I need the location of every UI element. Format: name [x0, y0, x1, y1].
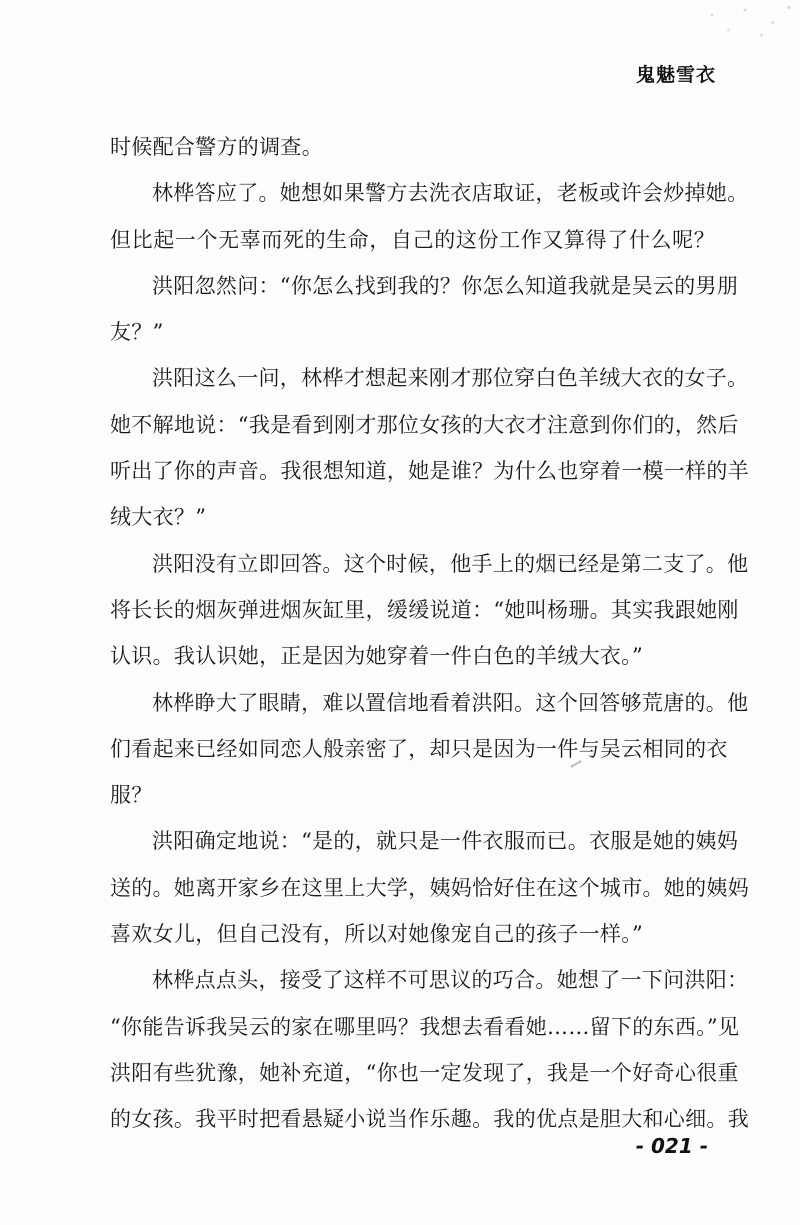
- text-line: 友？”: [110, 320, 164, 345]
- text-line: “你能告诉我吴云的家在哪里吗？我想去看看她……留下的东西。”见: [110, 1014, 740, 1039]
- text-line: 林桦点点头，接受了这样不可思议的巧合。她想了一下问洪阳：: [152, 968, 749, 993]
- text-line: 时候配合警方的调查。: [110, 135, 323, 159]
- text-line: 洪阳确定地说：“是的，就只是一件衣服而已。衣服是她的姨妈: [152, 829, 739, 854]
- text-line: 听出了你的声音。我很想知道，她是谁？为什么也穿着一模一样的羊: [110, 459, 749, 484]
- text-line: 洪阳没有立即回答。这个时候，他手上的烟已经是第二支了。他: [152, 551, 749, 576]
- text-line: 洪阳这么一问，林桦才想起来刚才那位穿白色羊绒大衣的女子。: [152, 366, 749, 391]
- text-line: 将长长的烟灰弹进烟灰缸里，缓缓说道：“她叫杨珊。其实我跟她刚: [110, 597, 739, 622]
- body-text: [110, 124, 749, 1143]
- page-number: - 021 -: [635, 1134, 708, 1158]
- text-line: 但比起一个无辜而死的生命，自己的这份工作又算得了什么呢？: [110, 227, 715, 252]
- text-line: 的女孩。我平时把看悬疑小说当作乐趣。我的优点是胆大和心细。我: [110, 1107, 749, 1132]
- text-line: 服？: [110, 783, 153, 808]
- text-line: 洪阳忽然问：“你怎么找到我的？你怎么知道我就是吴云的男朋: [152, 273, 739, 298]
- text-line: 喜欢女儿，但自己没有，所以对她像宠自己的孩子一样。”: [110, 922, 644, 947]
- running-header-title: 鬼魅雪衣: [635, 64, 716, 86]
- text-line: 林桦睁大了眼睛，难以置信地看着洪阳。这个回答够荒唐的。他: [152, 690, 749, 715]
- text-line: 她不解地说：“我是看到刚才那位女孩的大衣才注意到你们的，然后: [110, 412, 739, 437]
- text-line: 洪阳有些犹豫，她补充道，“你也一定发现了，我是一个好奇心很重: [110, 1060, 739, 1085]
- text-line: 绒大衣？”: [110, 505, 207, 530]
- scan-speckle: [690, 0, 800, 50]
- text-line: 林桦答应了。她想如果警方去洗衣店取证，老板或许会炒掉她。: [152, 181, 749, 206]
- text-line: 们看起来已经如同恋人般亲密了，却只是因为一件与吴云相同的衣: [110, 736, 728, 761]
- text-line: 认识。我认识她，正是因为她穿着一件白色的羊绒大衣。”: [110, 644, 644, 669]
- text-line: 送的。她离开家乡在这里上大学，姨妈恰好住在这个城市。她的姨妈: [110, 875, 749, 900]
